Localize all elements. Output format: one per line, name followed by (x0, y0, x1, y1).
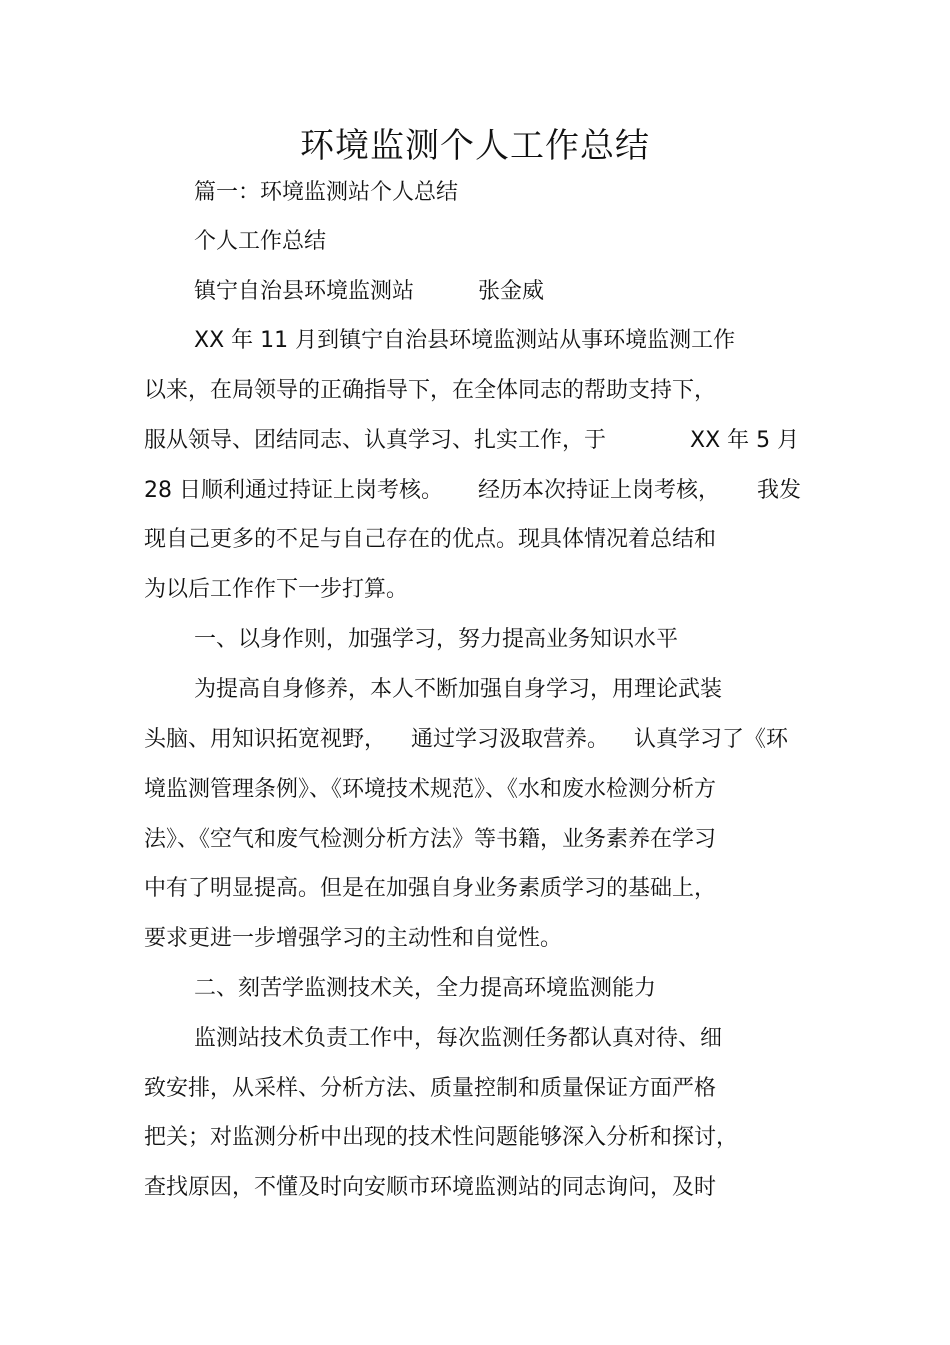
text-segment: 镇宁自治县环境监测站 (194, 279, 415, 304)
text-line (0, 173, 950, 213)
text-line (0, 222, 950, 262)
text-segment: 认真学习了《环 (634, 727, 789, 752)
text-line (0, 1168, 950, 1208)
text-line (0, 1118, 950, 1158)
text-line (0, 520, 950, 560)
text-segment: 法》、《空气和废气检测分析方法》等书籍，业务素养在学习 (144, 827, 717, 852)
text-segment: 以来，在局领导的正确指导下，在全体同志的帮助支持下， (144, 378, 717, 403)
text-segment: 张金威 (478, 279, 545, 304)
text-segment: 为提高自身修养，本人不断加强自身学习，用理论武装 (194, 677, 723, 702)
text-line (0, 969, 950, 1009)
text-segment: XX 年 5 月 (690, 428, 800, 453)
text-segment: 28 日顺利通过持证上岗考核。 (144, 478, 443, 503)
text-segment: 监测站技术负责工作中，每次监测任务都认真对待、细 (194, 1026, 723, 1051)
text-line (0, 869, 950, 909)
text-segment: 头脑、用知识拓宽视野， (144, 727, 387, 752)
text-line (0, 770, 950, 810)
text-line (0, 570, 950, 610)
text-line (0, 471, 950, 511)
text-segment: 一、以身作则，加强学习，努力提高业务知识水平 (194, 627, 679, 652)
text-segment: 现自己更多的不足与自己存在的优点。现具体情况着总结和 (144, 527, 717, 552)
text-segment: 为以后工作作下一步打算。 (144, 577, 409, 602)
text-line (0, 1069, 950, 1109)
text-line (0, 371, 950, 411)
text-segment: 篇一：环境监测站个人总结 (194, 180, 459, 205)
text-segment: 经历本次持证上岗考核， (478, 478, 721, 503)
text-line (0, 720, 950, 760)
text-line (0, 321, 950, 361)
text-segment: 服从领导、团结同志、认真学习、扎实工作，于 (144, 428, 607, 453)
text-line (0, 1019, 950, 1059)
text-line (0, 421, 950, 461)
text-segment: 致安排，从采样、分析方法、质量控制和质量保证方面严格 (144, 1076, 717, 1101)
text-segment: 通过学习汲取营养。 (411, 727, 610, 752)
text-line (0, 919, 950, 959)
text-segment: 二、刻苦学监测技术关，全力提高环境监测能力 (194, 976, 657, 1001)
text-segment: 把关；对监测分析中出现的技术性问题能够深入分析和探讨， (144, 1125, 739, 1150)
text-segment: 要求更进一步增强学习的主动性和自觉性。 (144, 926, 563, 951)
text-line (0, 272, 950, 312)
text-line (0, 670, 950, 710)
document-title: 环境监测个人工作总结 (300, 126, 650, 166)
text-segment: 境监测管理条例》、《环境技术规范》、《水和废水检测分析方 (144, 777, 717, 802)
text-segment: 个人工作总结 (194, 229, 327, 254)
text-line (0, 820, 950, 860)
text-segment: 中有了明显提高。但是在加强自身业务素质学习的基础上， (144, 876, 717, 901)
text-segment: XX 年 11 月到镇宁自治县环境监测站从事环境监测工作 (194, 328, 736, 353)
text-segment: 查找原因，不懂及时向安顺市环境监测站的同志询问，及时 (144, 1175, 717, 1200)
text-segment: 我发 (757, 478, 802, 503)
text-line (0, 620, 950, 660)
